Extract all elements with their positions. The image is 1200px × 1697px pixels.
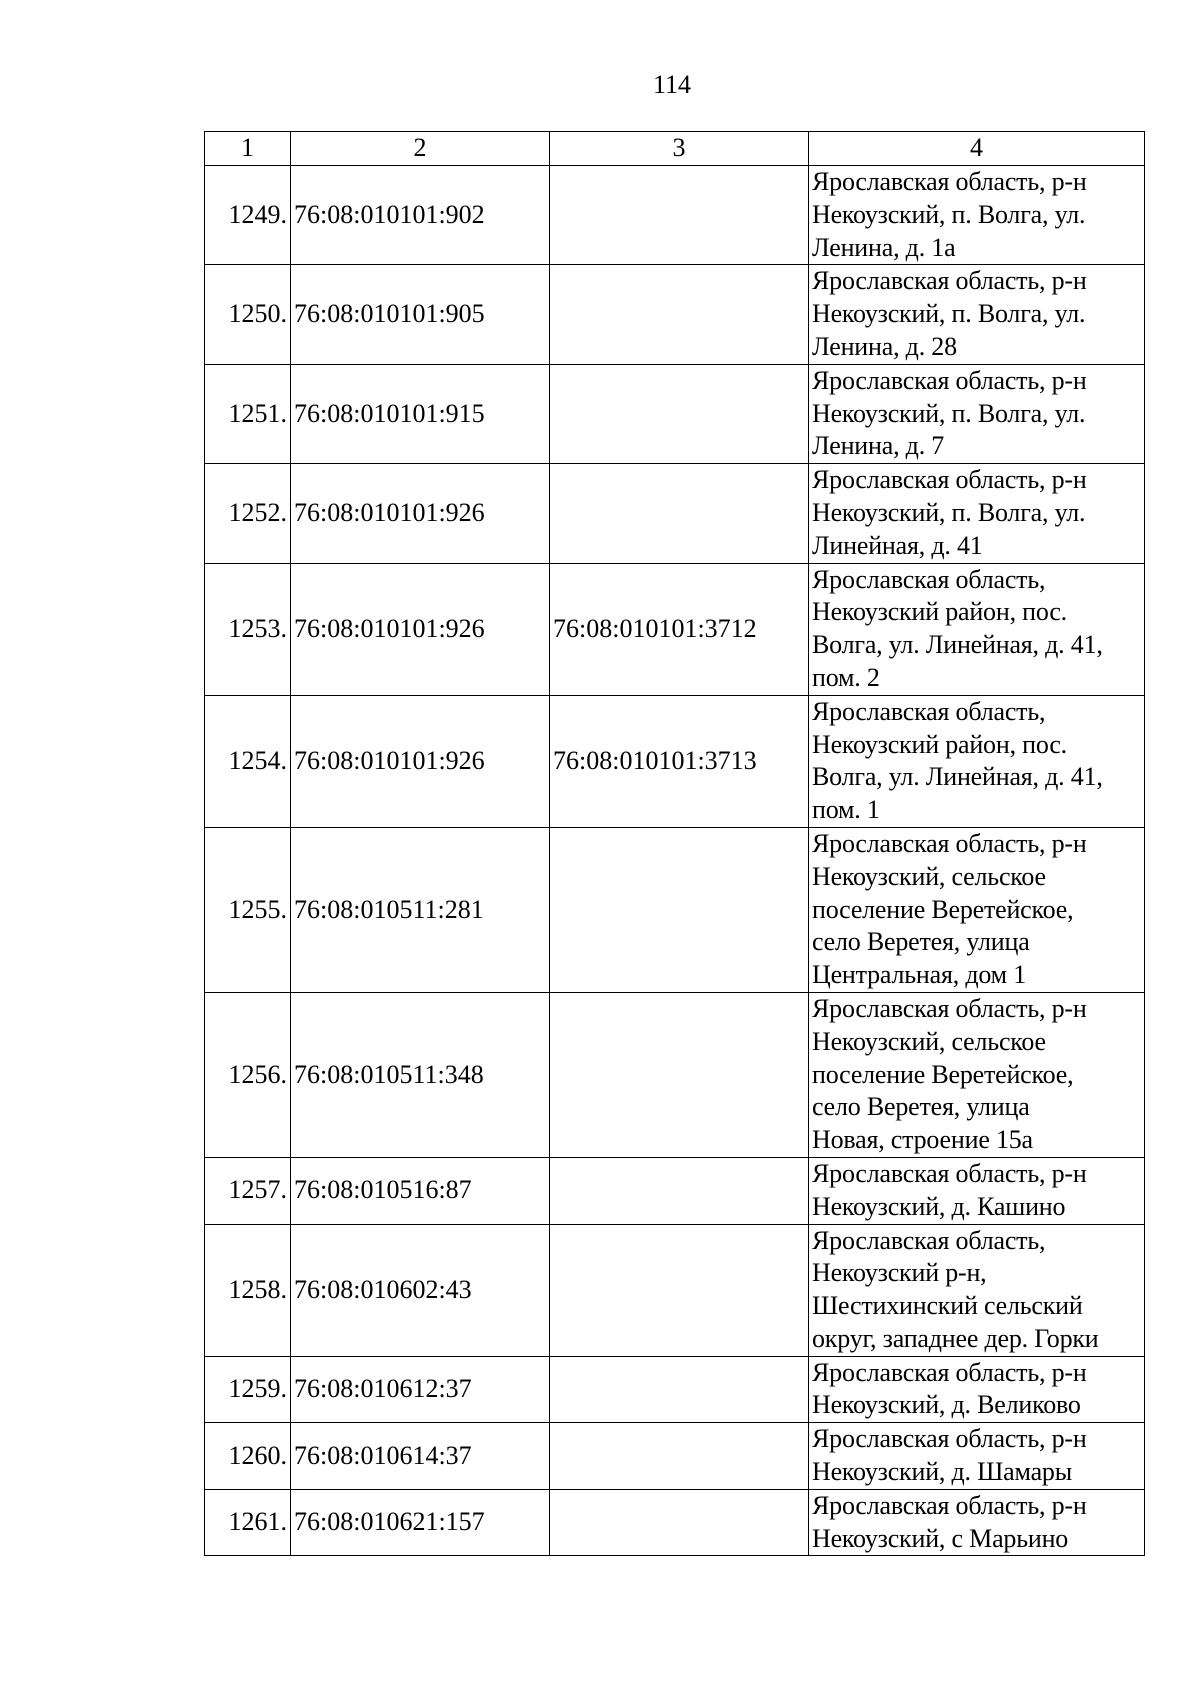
table-row xyxy=(205,1423,1145,1490)
table-row xyxy=(205,1489,1145,1556)
table-row xyxy=(205,166,1145,265)
address-cell xyxy=(809,364,1145,463)
address-line: Ярославская область, р-н xyxy=(812,365,1087,395)
address-line: Некоузский район, пос. xyxy=(812,597,1067,627)
column-header: 4 xyxy=(809,132,1145,166)
row-number-cell: 1258. xyxy=(205,1224,291,1356)
cadastral-number-cell: 76:08:010101:902 xyxy=(291,166,550,265)
address-line: Некоузский, сельское xyxy=(812,861,1046,891)
address-line: Ярославская область, р-н xyxy=(812,266,1087,296)
cadastral-number-cell: 76:08:010602:43 xyxy=(291,1224,550,1356)
address-line: Некоузский, п. Волга, ул. xyxy=(812,199,1086,229)
address-cell xyxy=(809,1356,1145,1423)
row-number-cell: 1259. xyxy=(205,1356,291,1423)
address-cell xyxy=(809,1489,1145,1556)
address-line: Ярославская область, р-н xyxy=(812,167,1087,196)
cadastral-number-cell: 76:08:010612:37 xyxy=(291,1356,550,1423)
address-line: Некоузский, с Марьино xyxy=(812,1523,1069,1553)
address-line: Ленина, д. 7 xyxy=(812,431,945,461)
table-row xyxy=(205,563,1145,695)
address-cell xyxy=(809,695,1145,827)
row-number-cell: 1251. xyxy=(205,364,291,463)
sub-cadastral-number-cell: 76:08:010101:3712 xyxy=(550,563,809,695)
column-header: 2 xyxy=(291,132,550,166)
address-line: поселение Веретейское, xyxy=(812,894,1074,924)
row-number-cell: 1261. xyxy=(205,1489,291,1556)
address-line: округ, западнее дер. Горки xyxy=(812,1323,1099,1353)
row-number-cell: 1252. xyxy=(205,464,291,563)
cadastral-number-cell: 76:08:010621:157 xyxy=(291,1489,550,1556)
address-line: Некоузский, п. Волга, ул. xyxy=(812,398,1086,428)
table-row xyxy=(205,827,1145,992)
sub-cadastral-number-cell xyxy=(550,1157,809,1224)
sub-cadastral-number-cell xyxy=(550,464,809,563)
address-line: Ярославская область, р-н xyxy=(812,993,1087,1023)
address-line: Некоузский, д. Кашино xyxy=(812,1191,1066,1221)
address-cell xyxy=(809,1423,1145,1490)
cadastral-number-cell: 76:08:010101:926 xyxy=(291,464,550,563)
cadastral-number-cell: 76:08:010511:281 xyxy=(291,827,550,992)
cadastral-number-cell: 76:08:010101:926 xyxy=(291,695,550,827)
address-cell xyxy=(809,464,1145,563)
address-line: пом. 1 xyxy=(812,795,880,825)
cadastral-number-cell: 76:08:010101:915 xyxy=(291,364,550,463)
address-line: Линейная, д. 41 xyxy=(812,530,983,560)
address-line: Ленина, д. 28 xyxy=(812,331,957,361)
row-number-cell: 1260. xyxy=(205,1423,291,1490)
address-line: Ярославская область, р-н xyxy=(812,828,1087,858)
address-line: Ярославская область, р-н xyxy=(812,1490,1087,1520)
cadastral-number-cell: 76:08:010516:87 xyxy=(291,1157,550,1224)
column-header: 3 xyxy=(550,132,809,166)
column-header: 1 xyxy=(205,132,291,166)
address-cell xyxy=(809,563,1145,695)
sub-cadastral-number-cell xyxy=(550,1224,809,1356)
address-line: Некоузский, сельское xyxy=(812,1026,1046,1056)
address-line: Волга, ул. Линейная, д. 41, xyxy=(812,630,1103,660)
sub-cadastral-number-cell xyxy=(550,1489,809,1556)
row-number-cell: 1256. xyxy=(205,992,291,1157)
address-line: Ленина, д. 1а xyxy=(812,232,956,262)
address-cell xyxy=(809,265,1145,364)
address-line: Ярославская область, р-н xyxy=(812,1357,1087,1387)
address-line: поселение Веретейское, xyxy=(812,1059,1074,1089)
table-row xyxy=(205,464,1145,563)
address-line: Ярославская область, р-н xyxy=(812,1424,1087,1454)
address-line: Ярославская область, xyxy=(812,564,1046,594)
address-cell xyxy=(809,1224,1145,1356)
address-line: Ярославская область, р-н xyxy=(812,1158,1087,1188)
address-line: Некоузский, п. Волга, ул. xyxy=(812,497,1086,527)
sub-cadastral-number-cell: 76:08:010101:3713 xyxy=(550,695,809,827)
table-header-row xyxy=(205,132,1145,166)
address-line: Некоузский, п. Волга, ул. xyxy=(812,299,1086,329)
address-line: Новая, строение 15а xyxy=(812,1125,1033,1155)
cadastral-number-cell: 76:08:010614:37 xyxy=(291,1423,550,1490)
address-cell xyxy=(809,992,1145,1157)
table-row xyxy=(205,695,1145,827)
address-line: Волга, ул. Линейная, д. 41, xyxy=(812,762,1103,792)
table-row xyxy=(205,1157,1145,1224)
row-number-cell: 1250. xyxy=(205,265,291,364)
address-line: Некоузский, д. Шамары xyxy=(812,1457,1072,1487)
address-line: Центральная, дом 1 xyxy=(812,960,1027,990)
registry-table xyxy=(204,131,1145,1556)
row-number-cell: 1253. xyxy=(205,563,291,695)
table-row xyxy=(205,1224,1145,1356)
row-number-cell: 1257. xyxy=(205,1157,291,1224)
address-cell xyxy=(809,1157,1145,1224)
address-line: Ярославская область, xyxy=(812,1225,1046,1255)
page-number: 114 xyxy=(652,70,692,99)
table-row xyxy=(205,265,1145,364)
sub-cadastral-number-cell xyxy=(550,364,809,463)
address-line: пом. 2 xyxy=(812,662,880,692)
address-cell xyxy=(809,166,1145,265)
address-line: село Веретея, улица xyxy=(812,1092,1030,1122)
row-number-cell: 1254. xyxy=(205,695,291,827)
sub-cadastral-number-cell xyxy=(550,827,809,992)
address-line: Некоузский район, пос. xyxy=(812,729,1067,759)
row-number-cell: 1249. xyxy=(205,166,291,265)
sub-cadastral-number-cell xyxy=(550,265,809,364)
address-line: Шестихинский сельский xyxy=(812,1291,1083,1321)
cadastral-number-cell: 76:08:010511:348 xyxy=(291,992,550,1157)
sub-cadastral-number-cell xyxy=(550,166,809,265)
table-row xyxy=(205,364,1145,463)
table-row xyxy=(205,992,1145,1157)
cadastral-number-cell: 76:08:010101:905 xyxy=(291,265,550,364)
table-body xyxy=(205,132,1145,1556)
address-line: Некоузский, д. Великово xyxy=(812,1390,1081,1420)
sub-cadastral-number-cell xyxy=(550,992,809,1157)
address-line: село Веретея, улица xyxy=(812,927,1030,957)
address-cell xyxy=(809,827,1145,992)
row-number-cell: 1255. xyxy=(205,827,291,992)
cadastral-number-cell: 76:08:010101:926 xyxy=(291,563,550,695)
sub-cadastral-number-cell xyxy=(550,1423,809,1490)
sub-cadastral-number-cell xyxy=(550,1356,809,1423)
address-line: Некоузский р-н, xyxy=(812,1258,987,1288)
address-line: Ярославская область, р-н xyxy=(812,465,1087,495)
table-row xyxy=(205,1356,1145,1423)
address-line: Ярославская область, xyxy=(812,696,1046,726)
